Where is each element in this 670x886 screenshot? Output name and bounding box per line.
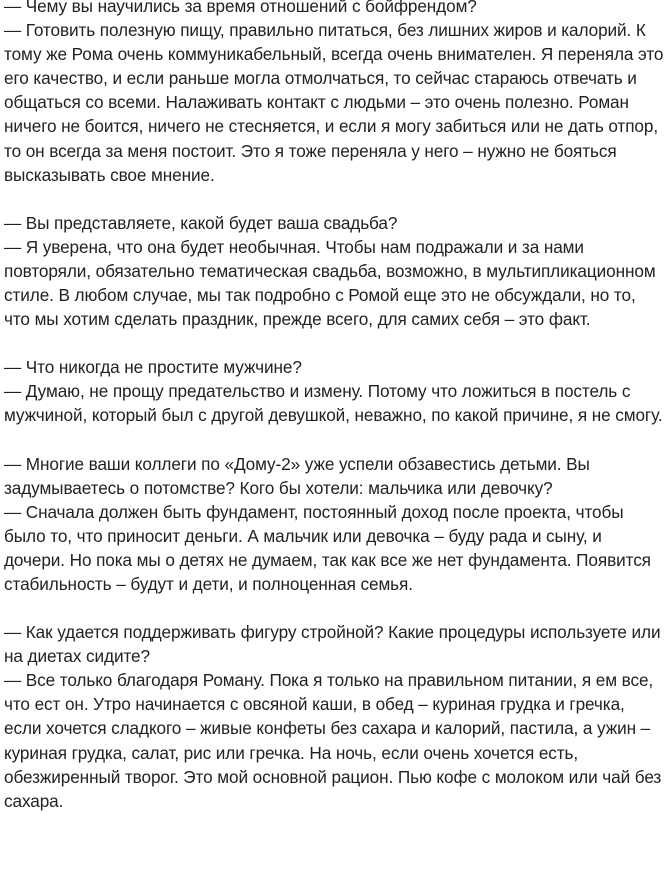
answer-text: — Все только благодаря Роману. Пока я только на правильном питании, я ем все, что ест он. Утро начинается с овсяной каши, в обед – куриная грудка и гречка, если хочется сладкого – живые конфеты без сахара и калорий, пастила, а ужин – куриная грудка, салат, рис или гречка. На ночь, если очень хочется есть, обезжиренный творог. Это мой основной рацион. Пью кофе с молоком или чай без сахара. [4,670,662,811]
answer-text: — Готовить полезную пищу, правильно питаться, без лишних жиров и калорий. К тому же Рома очень коммуникабельный, всегда очень внимателен. Я переняла это его качество, и если раньше могла отмолчаться, то сейчас стараюсь отвечать и общаться со всеми. Налаживать контакт с людьми – это очень полезно. Роман ничего не боится, ничего не стесняется, и если я могу забиться или не дать отпор, то он всегда за меня постоит. Это я тоже переняла у него – нужно не бояться высказывать свое мнение. [4,20,664,185]
question-text: — Как удается поддерживать фигуру стройной? Какие процедуры используете или на диетах сидите? [4,622,661,667]
qa-block-children [4,452,666,597]
question-text: — Вы представляете, какой будет ваша свадьба? [4,212,398,233]
answer-text: — Сначала должен быть фундамент, постоянный доход после проекта, чтобы было то, что приносит деньги. А мальчик или девочка – буду рада и сыну, и дочери. Но пока мы о детях не думаем, так как все же нет фундамента. Появится стабильность – будут и дети, и полноценная семья. [4,501,651,594]
question-text: — Что никогда не простите мужчине? [4,357,302,378]
answer-text: — Я уверена, что она будет необычная. Чтобы нам подражали и за нами повторяли, обязательно тематическая свадьба, возможно, в мультипликационном стиле. В любом случае, мы так подробно с Ромой еще это не обсуждали, но то, что мы хотим сделать праздник, прежде всего, для самих себя – это факт. [4,236,656,330]
qa-block-wedding [4,211,666,331]
qa-block-relationship [4,0,666,187]
question-text: — Многие ваши коллеги по «Дому-2» уже успели обзавестись детьми. Вы задумываетесь о потомстве? Кого бы хотели: мальчика или девочку? [4,453,590,498]
qa-block-diet [4,620,666,813]
answer-text: — Думаю, не прощу предательство и измену. Потому что ложиться в постель с мужчиной, который был с другой девушкой, неважно, по какой причине, я не смогу. [4,381,663,426]
qa-block-forgiveness [4,355,666,427]
question-text: — Чему вы научились за время отношений с бойфрендом? [4,0,477,16]
